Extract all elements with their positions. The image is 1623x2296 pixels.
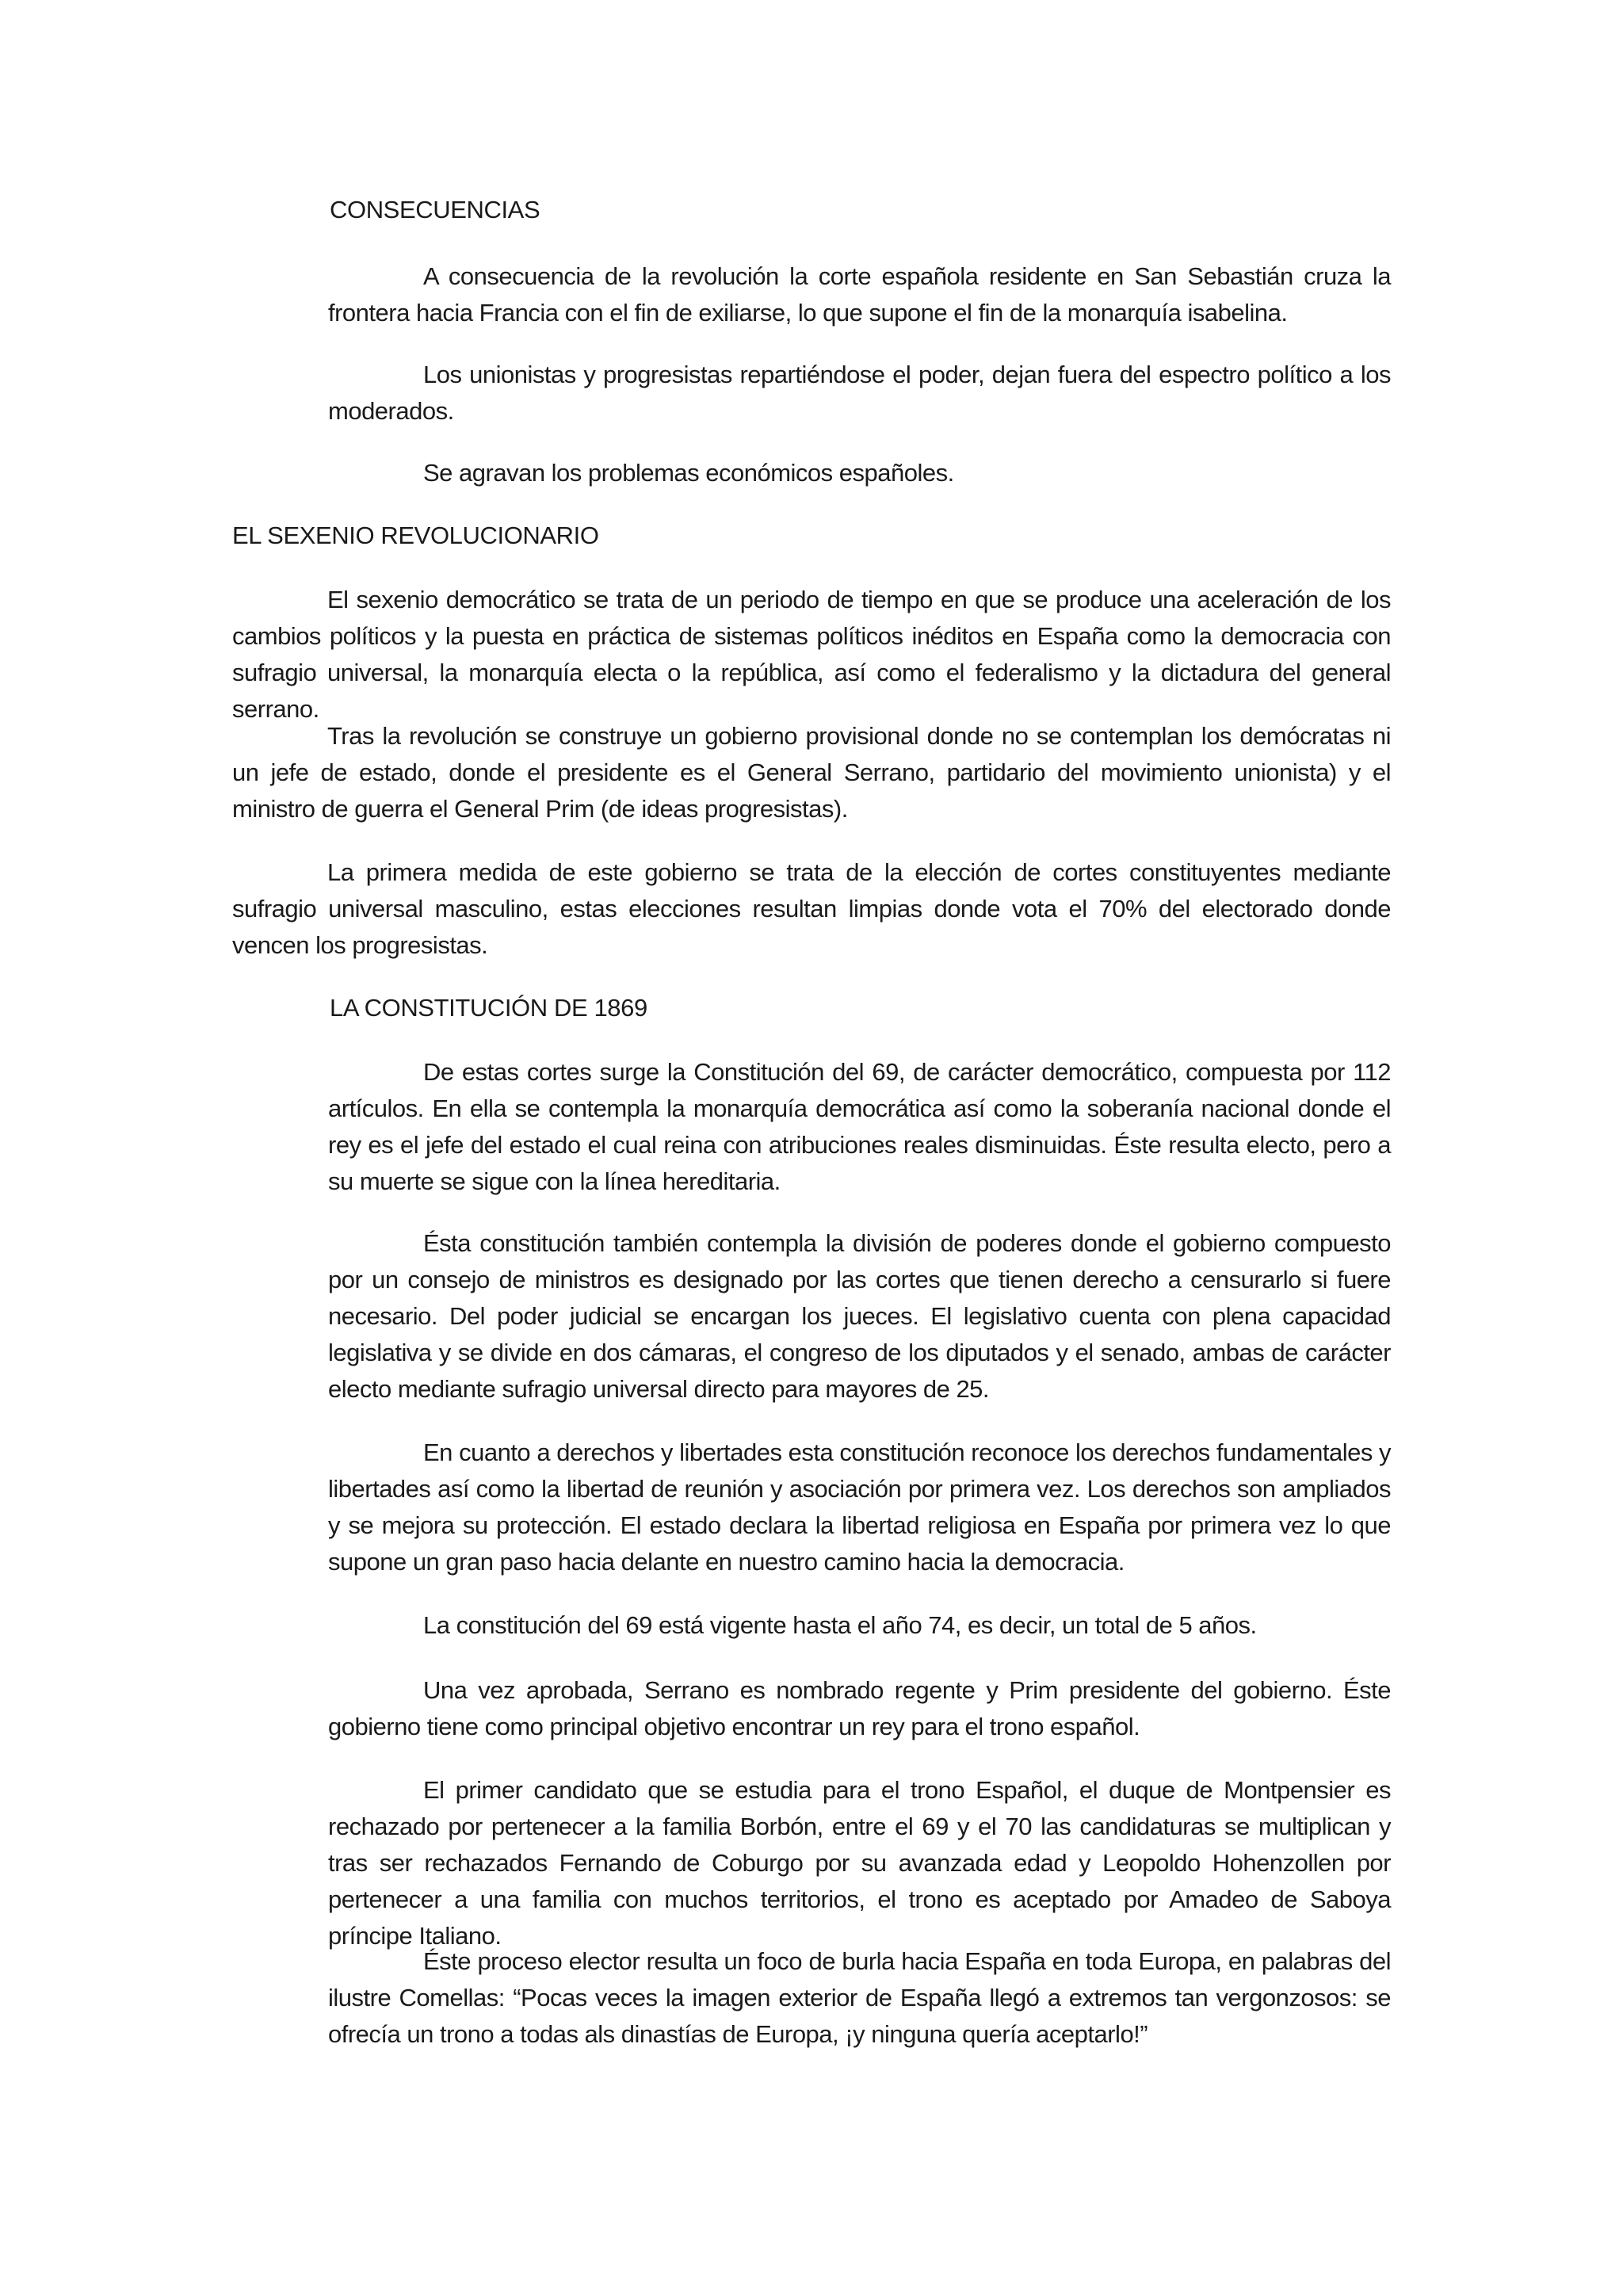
paragraph: A consecuencia de la revolución la corte española residente en San Sebastián cruza la frontera hacia Francia con el fin de exiliarse, lo que supone el fin de la monarquía isabelina. — [328, 262, 1391, 327]
paragraph: La constitución del 69 está vigente hasta el año 74, es decir, un total de 5 años. — [423, 1611, 1257, 1639]
section-heading-constitucion: LA CONSTITUCIÓN DE 1869 — [330, 994, 647, 1022]
paragraph: Los unionistas y progresistas repartiéndose el poder, dejan fuera del espectro político a los moderados. — [328, 361, 1391, 425]
paragraph: El primer candidato que se estudia para el trono Español, el duque de Montpensier es rechazado por pertenecer a la familia Borbón, entre el 69 y el 70 las candidaturas se multiplican y tras ser rechazados Fernando de Coburgo por su avanzada edad y Leopoldo Hohenzollen por pertenecer a una familia con muchos territorios, el trono es aceptado por Amadeo de Saboya príncipe Italiano. — [328, 1776, 1391, 1950]
paragraph: Ésta constitución también contempla la división de poderes donde el gobierno compuesto por un consejo de ministros es designado por las cortes que tienen derecho a censurarlo si fuere necesario. Del poder judicial se encargan los jueces. El legislativo cuenta con plena capacidad legislativa y se divide en dos cámaras, el congreso de los diputados y el senado, ambas de carácter electo mediante sufragio universal directo para mayores de 25. — [328, 1229, 1391, 1403]
section-heading-sexenio: EL SEXENIO REVOLUCIONARIO — [232, 521, 599, 549]
paragraph: Tras la revolución se construye un gobierno provisional donde no se contemplan los demócratas ni un jefe de estado, donde el presidente es el General Serrano, partidario del movimiento unionista) y el ministro de guerra el General Prim (de ideas progresistas). — [232, 722, 1391, 823]
paragraph: Se agravan los problemas económicos españoles. — [423, 459, 954, 487]
paragraph: La primera medida de este gobierno se trata de la elección de cortes constituyentes mediante sufragio universal masculino, estas elecciones resultan limpias donde vota el 70% del electorado donde vencen los progresistas. — [232, 858, 1391, 959]
section-heading-consecuencias: CONSECUENCIAS — [330, 196, 540, 223]
paragraph: Éste proceso elector resulta un foco de burla hacia España en toda Europa, en palabras del ilustre Comellas: “Pocas veces la imagen exterior de España llegó a extremos tan vergonzosos: se ofrecía un trono a todas als dinastías de Europa, ¡y ninguna quería aceptarlo!” — [328, 1947, 1391, 2048]
paragraph: En cuanto a derechos y libertades esta constitución reconoce los derechos fundamentales y libertades así como la libertad de reunión y asociación por primera vez. Los derechos son ampliados y se mejora su protección. El estado declara la libertad religiosa en España por primera vez lo que supone un gran paso hacia delante en nuestro camino hacia la democracia. — [328, 1438, 1391, 1576]
paragraph: De estas cortes surge la Constitución del 69, de carácter democrático, compuesta por 112 artículos. En ella se contempla la monarquía democrática así como la soberanía nacional donde el rey es el jefe del estado el cual reina con atribuciones reales disminuidas. Éste resulta electo, pero a su muerte se sigue con la línea hereditaria. — [328, 1058, 1391, 1195]
paragraph: Una vez aprobada, Serrano es nombrado regente y Prim presidente del gobierno. Éste gobierno tiene como principal objetivo encontrar un rey para el trono español. — [328, 1676, 1391, 1740]
paragraph: El sexenio democrático se trata de un periodo de tiempo en que se produce una aceleración de los cambios políticos y la puesta en práctica de sistemas políticos inéditos en España como la democracia con sufragio universal, la monarquía electa o la república, así como el federalismo y la dictadura del general serrano. — [232, 586, 1391, 723]
